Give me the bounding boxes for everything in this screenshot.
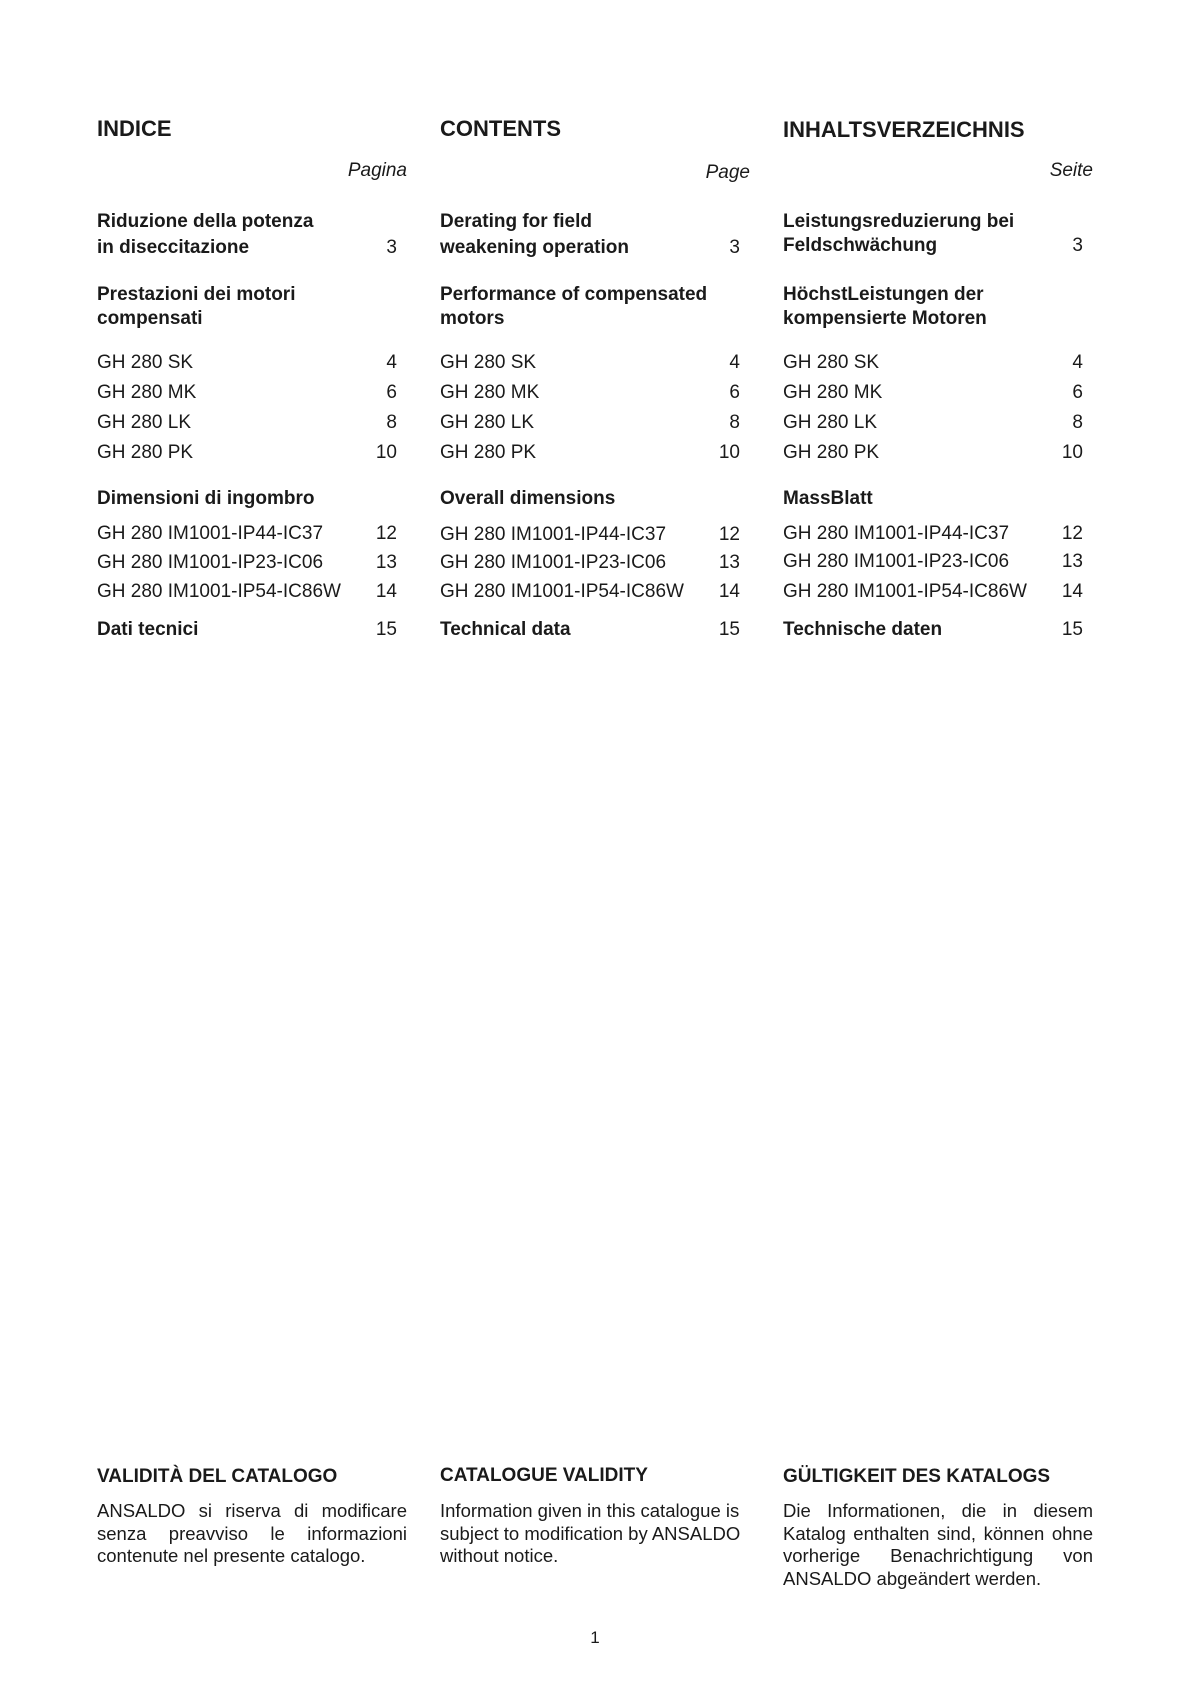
entry-title: GH 280 SK (783, 352, 880, 373)
entry-page: 4 (729, 352, 740, 373)
section-title: Performance of compensated (440, 284, 708, 305)
entry-title: GH 280 IM1001-IP23-IC06 (783, 551, 1010, 572)
entry-page: 14 (718, 581, 740, 602)
toc-heading: INDICE (97, 116, 172, 141)
entry-title: Technical data (440, 619, 571, 640)
validity-heading: VALIDITÀ DEL CATALOGO (97, 1466, 338, 1487)
entry-page: 10 (375, 442, 397, 463)
section-title: Dimensioni di ingombro (97, 488, 315, 509)
entry-title: GH 280 PK (97, 442, 194, 463)
page-column-label: Pagina (347, 160, 407, 181)
entry-page: 13 (375, 552, 397, 573)
section-title: Prestazioni dei motori (97, 284, 296, 305)
entry-title: GH 280 MK (783, 382, 883, 403)
entry-title: in diseccitazione (97, 237, 250, 258)
entry-page: 3 (386, 237, 397, 258)
entry-page: 10 (718, 442, 740, 463)
entry-title: GH 280 IM1001-IP44-IC37 (783, 523, 1010, 544)
entry-title: GH 280 IM1001-IP23-IC06 (440, 552, 667, 573)
entry-page: 6 (386, 382, 397, 403)
toc-heading: INHALTSVERZEICHNIS (783, 117, 1025, 142)
section-title: Overall dimensions (440, 488, 616, 509)
entry-page: 15 (718, 619, 740, 640)
page-column-label: Page (705, 162, 750, 183)
entry-page: 3 (729, 237, 740, 258)
entry-page: 14 (375, 581, 397, 602)
entry-title: GH 280 IM1001-IP23-IC06 (97, 552, 324, 573)
entry-page: 15 (1061, 619, 1083, 640)
entry-title: GH 280 SK (440, 352, 537, 373)
entry-title: GH 280 LK (783, 412, 877, 433)
entry-page: 8 (729, 412, 740, 433)
entry-title: GH 280 IM1001-IP54-IC86W (97, 581, 341, 602)
entry-page: 8 (386, 412, 397, 433)
entry-title: GH 280 MK (440, 382, 540, 403)
section-title: kompensierte Motoren (783, 308, 987, 329)
entry-title: Leistungsreduzierung bei (783, 211, 1015, 232)
entry-title: GH 280 LK (97, 412, 191, 433)
entry-title: Technische daten (783, 619, 943, 640)
section-title: motors (440, 308, 505, 329)
entry-title: GH 280 MK (97, 382, 197, 403)
entry-title: Derating for field (440, 211, 593, 232)
entry-page: 10 (1061, 442, 1083, 463)
validity-text: ANSALDO si riserva di modificare senza preavviso le informazioni contenute nel presente catalogo. (97, 1500, 407, 1566)
entry-page: 3 (1072, 235, 1083, 256)
entry-title: Riduzione della potenza (97, 211, 314, 232)
entry-title: GH 280 LK (440, 412, 534, 433)
entry-page: 6 (1072, 382, 1083, 403)
page-number: 1 (590, 1628, 600, 1647)
entry-title: weakening operation (440, 237, 629, 258)
entry-page: 6 (729, 382, 740, 403)
entry-title: GH 280 PK (440, 442, 537, 463)
entry-page: 13 (718, 552, 740, 573)
validity-text: Information given in this catalogue is subject to modification by ANSALDO without notice. (440, 1500, 741, 1566)
entry-title: Dati tecnici (97, 619, 199, 640)
section-title: HöchstLeistungen der (783, 284, 984, 305)
entry-title: GH 280 IM1001-IP44-IC37 (440, 524, 667, 545)
section-title: compensati (97, 308, 203, 329)
validity-text: Die Informationen, die in diesem Katalog enthalten sind, können ohne vorherige Benachrichtigung von ANSALDO abgeändert werden. (783, 1500, 1093, 1589)
toc-heading: CONTENTS (440, 116, 561, 141)
entry-title: GH 280 PK (783, 442, 880, 463)
entry-page: 4 (386, 352, 397, 373)
entry-page: 8 (1072, 412, 1083, 433)
entry-page: 12 (718, 524, 740, 545)
validity-heading: CATALOGUE VALIDITY (440, 1465, 648, 1486)
entry-title: GH 280 IM1001-IP44-IC37 (97, 523, 324, 544)
validity-heading: GÜLTIGKEIT DES KATALOGS (783, 1466, 1051, 1487)
entry-title: GH 280 IM1001-IP54-IC86W (440, 581, 684, 602)
entry-title: GH 280 IM1001-IP54-IC86W (783, 581, 1027, 602)
page-column-label: Seite (1049, 160, 1093, 181)
entry-page: 15 (375, 619, 397, 640)
entry-title: GH 280 SK (97, 352, 194, 373)
entry-title: Feldschwächung (783, 235, 938, 256)
entry-page: 14 (1061, 581, 1083, 602)
section-title: MassBlatt (783, 488, 873, 509)
entry-page: 4 (1072, 352, 1083, 373)
entry-page: 13 (1061, 551, 1083, 572)
entry-page: 12 (375, 523, 397, 544)
entry-page: 12 (1061, 523, 1083, 544)
